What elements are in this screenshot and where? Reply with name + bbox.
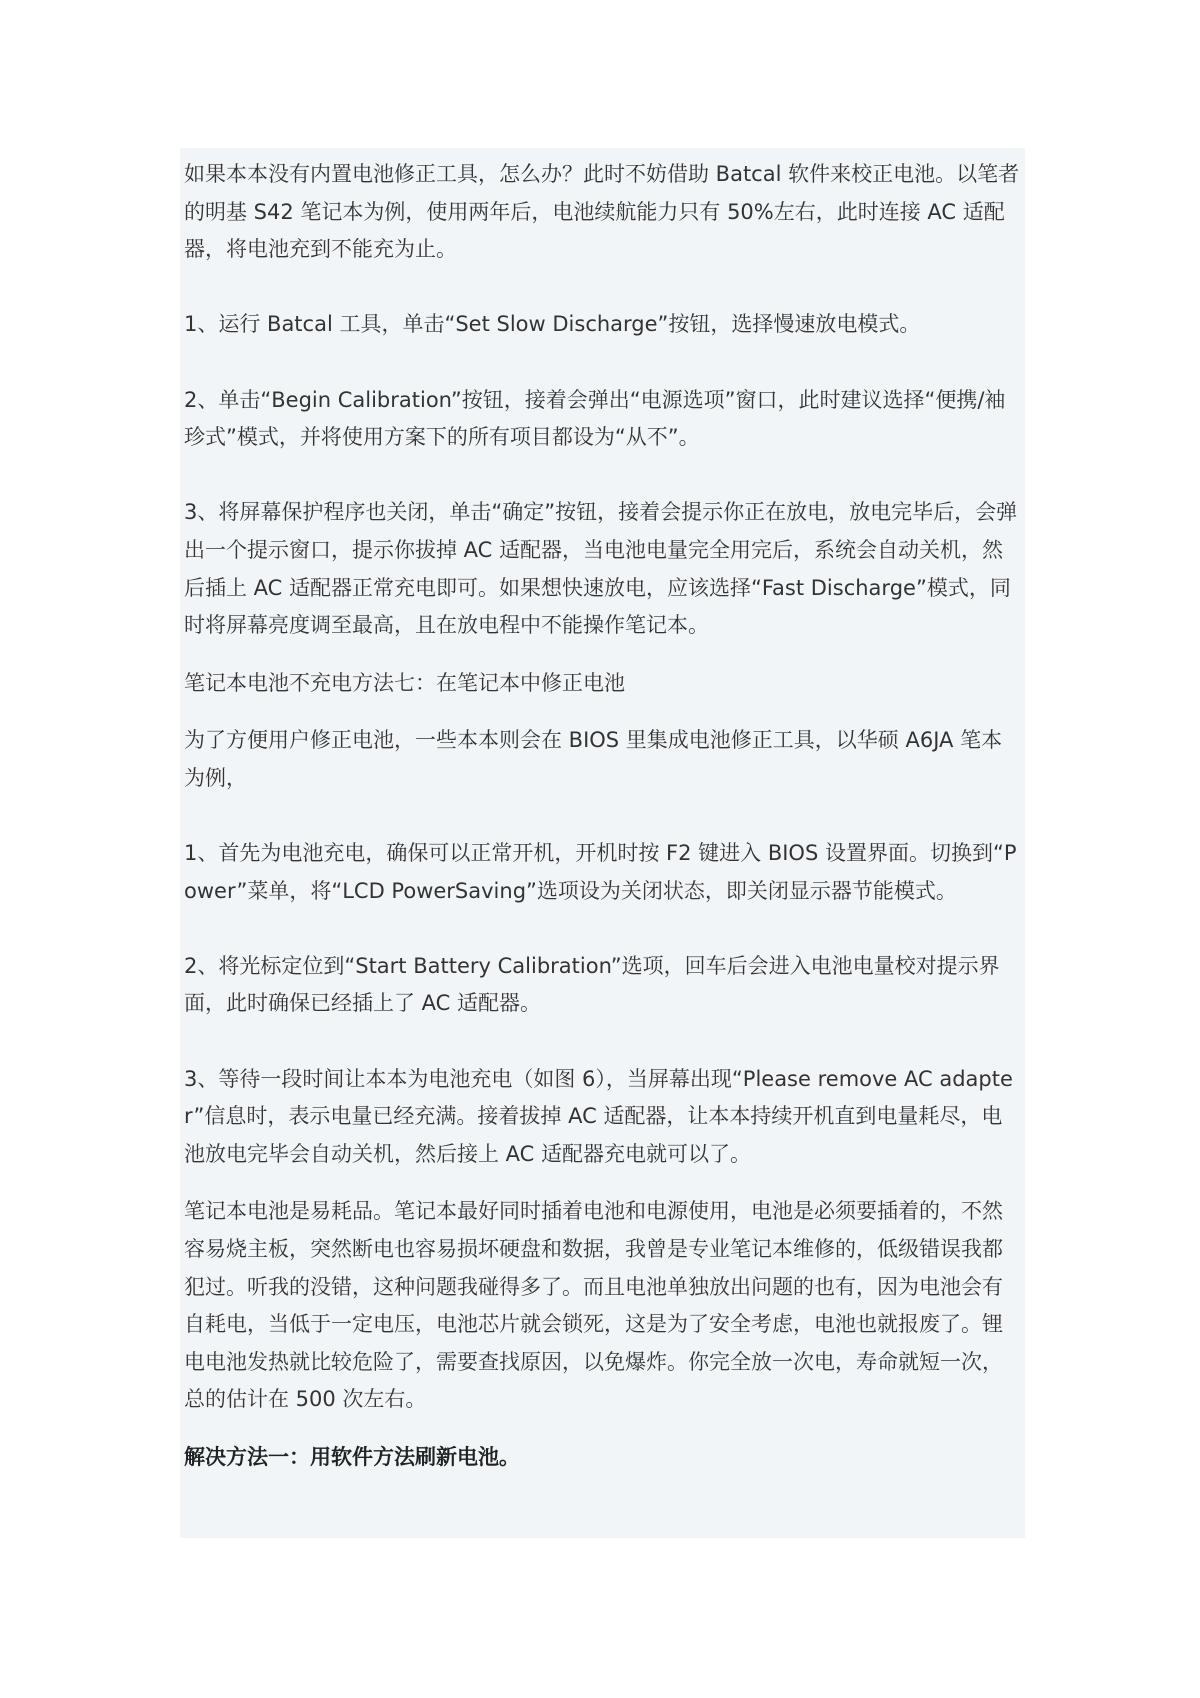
batcal-step-3: 3、将屏幕保护程序也关闭，单击“确定”按钮，接着会提示你正在放电，放电完毕后，会弹出一个提示窗口，提示你拔掉 AC 适配器，当电池电量完全用完后，系统会自动关机，然后插上 AC 适配器正常充电即可。如果想快速放电，应该选择“Fast Discharge”模式，同时将屏幕亮度调至最高，且在放电程中不能操作笔记本。 <box>184 500 1018 638</box>
bios-step-3: 3、等待一段时间让本本为电池充电（如图 6），当屏幕出现“Please remove AC adapter”信息时，表示电量已经充满。接着拔掉 AC 适配器，让本本持续开机直到电量耗尽，电池放电完毕会自动关机，然后接上 AC 适配器充电就可以了。 <box>184 1066 1013 1166</box>
batcal-step-2: 2、单击“Begin Calibration”按钮，接着会弹出“电源选项”窗口，此时建议选择“便携/袖珍式”模式，并将使用方案下的所有项目都设为“从不”。 <box>184 387 1006 450</box>
article-body <box>180 148 1025 1538</box>
bios-intro-paragraph: 为了方便用户修正电池，一些本本则会在 BIOS 里集成电池修正工具，以华硕 A6JA 笔本为例， <box>184 728 1003 790</box>
batcal-step-1: 1、运行 Batcal 工具，单击“Set Slow Discharge”按钮，选择慢速放电模式。 <box>184 312 921 337</box>
solution-1-heading: 解决方法一：用软件方法刷新电池。 <box>184 1445 520 1469</box>
bios-step-2: 2、将光标定位到“Start Battery Calibration”选项，回车后会进入电池电量校对提示界面，此时确保已经插上了 AC 适配器。 <box>184 953 1000 1016</box>
intro-paragraph: 如果本本没有内置电池修正工具，怎么办？此时不妨借助 Batcal 软件来校正电池。以笔者的明基 S42 笔记本为例，使用两年后，电池续航能力只有 50%左右，此时连接 AC 适配器，将电池充到不能充为止。 <box>184 162 1020 262</box>
bios-step-1: 1、首先为电池充电，确保可以正常开机，开机时按 F2 键进入 BIOS 设置界面。切换到“Power”菜单，将“LCD PowerSaving”选项设为关闭状态，即关闭显示器节能模式。 <box>184 841 1017 903</box>
battery-notes-paragraph: 笔记本电池是易耗品。笔记本最好同时插着电池和电源使用，电池是必须要插着的，不然容易烧主板，突然断电也容易损坏硬盘和数据，我曾是专业笔记本维修的，低级错误我都犯过。听我的没错，这种问题我碰得多了。而且电池单独放出问题的也有，因为电池会有自耗电，当低于一定电压，电池芯片就会锁死，这是为了安全考虑，电池也就报废了。锂电电池发热就比较危险了，需要查找原因，以免爆炸。你完全放一次电，寿命就短一次，总的估计在 500 次左右。 <box>184 1199 1003 1412</box>
section-heading-method-7: 笔记本电池不充电方法七：在笔记本中修正电池 <box>184 670 625 695</box>
